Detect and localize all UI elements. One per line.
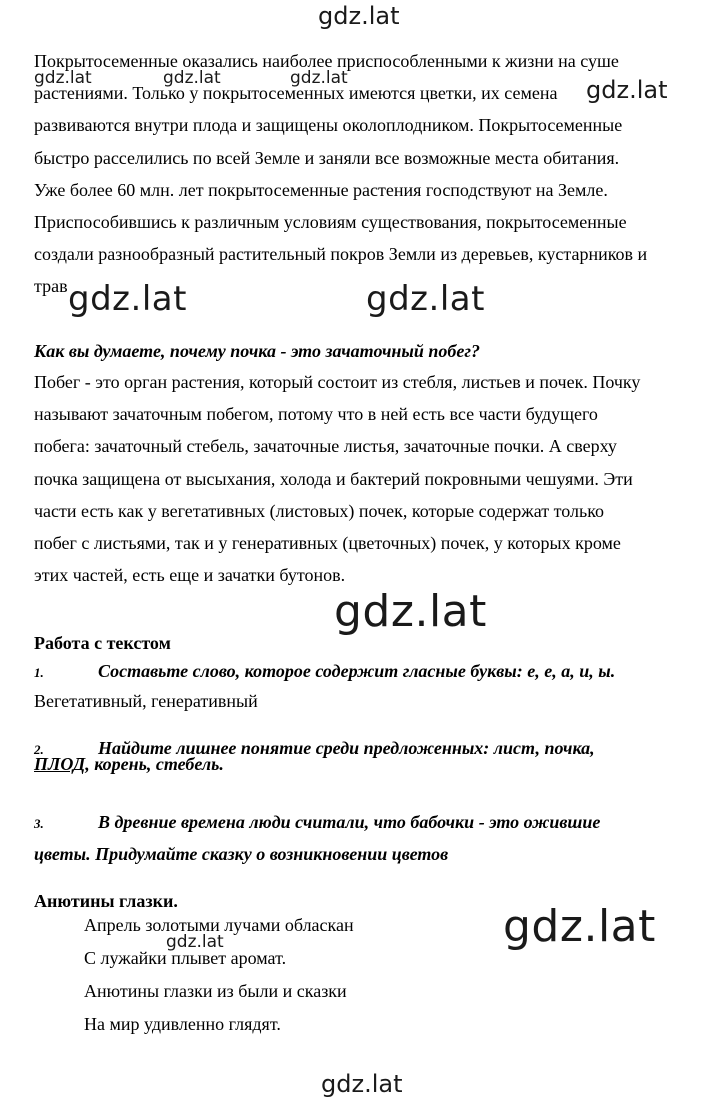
underlined-word: ПЛОД [34,754,86,774]
section-heading: Работа с текстом [34,633,171,653]
text-line: Побег - это орган растения, который состоит из стебля, листьев и почек. Почку [34,372,641,392]
poem-title: Анютины глазки. [34,891,178,911]
watermark-bottom: gdz.lat [321,1070,403,1098]
task-3-line-2: цветы. Придумайте сказку о возникновении цветов [34,844,449,864]
poem-line: С лужайки плывет аромат. [84,948,287,968]
text-line: Приспособившись к различным условиям существования, покрытосеменные [34,212,627,233]
task-3 [34,813,600,833]
watermark-big-1: gdz.lat [68,279,187,319]
text-line: создали разнообразный растительный покров Земли из деревьев, кустарников и [34,244,648,265]
task-number: 2. [34,742,44,757]
text-line: Покрытосеменные оказались наиболее приспособленными к жизни на суше [34,51,619,71]
question-title: Как вы думаете, почему почка - это зачаточный побег? [34,341,481,361]
poem-line: Апрель золотыми лучами обласкан [84,915,354,935]
task-text: Найдите лишнее понятие среди предложенных: лист, почка, [98,738,595,758]
task-2-line-2 [34,755,224,775]
watermark-small-4: gdz.lat [166,932,224,952]
task-text: Составьте слово, которое содержит гласные буквы: е, е, а, и, ы. [98,661,616,681]
text-line: почка защищена от высыхания, холода и бактерий покровными чешуями. Эти [34,468,633,489]
text-line: развиваются внутри плода и защищены околоплодником. Покрытосеменные [34,115,623,136]
watermark-top: gdz.lat [318,2,400,30]
watermark-huge-1: gdz.lat [334,586,487,637]
text-line: побега: зачаточный стебель, зачаточные листья, зачаточные почки. А сверху [34,436,617,457]
text-line: Уже более 60 млн. лет покрытосеменные растения господствуют на Земле. [34,179,608,200]
poem-line: На мир удивленно глядят. [84,1014,281,1034]
watermark-small-1: gdz.lat [34,68,92,88]
text-line: называют зачаточным побегом, потому что в ней есть все части будущего [34,404,598,425]
task-1 [34,662,615,682]
watermark-small-2: gdz.lat [163,68,221,88]
text-line: побег с листьями, так и у генеративных (цветочных) почек, у которых кроме [34,533,621,554]
watermark-right: gdz.lat [586,76,668,104]
task-number: 3. [34,816,44,831]
task-text-rest: , корень, стебель. [85,754,224,774]
answer-paragraph [34,366,684,591]
watermark-small-3: gdz.lat [290,68,348,88]
intro-paragraph [34,45,684,303]
poem-line: Анютины глазки из были и сказки [84,981,347,1001]
text-line: части есть как у вегетативных (листовых) почек, которые содержат только [34,500,605,521]
text-line: трав [34,276,68,297]
watermark-huge-2: gdz.lat [503,901,656,952]
text-line: этих частей, есть еще и зачатки бутонов. [34,565,346,586]
watermark-big-2: gdz.lat [366,279,485,319]
text-line: растениями. Только у покрытосеменных имеются цветки, их семена [34,83,558,104]
task-number: 1. [34,665,44,680]
task-text: В древние времена люди считали, что бабочки - это ожившие [98,812,601,832]
text-line: быстро расселились по всей Земле и заняли все возможные места обитания. [34,147,620,168]
task-1-answer: Вегетативный, генеративный [34,691,258,711]
